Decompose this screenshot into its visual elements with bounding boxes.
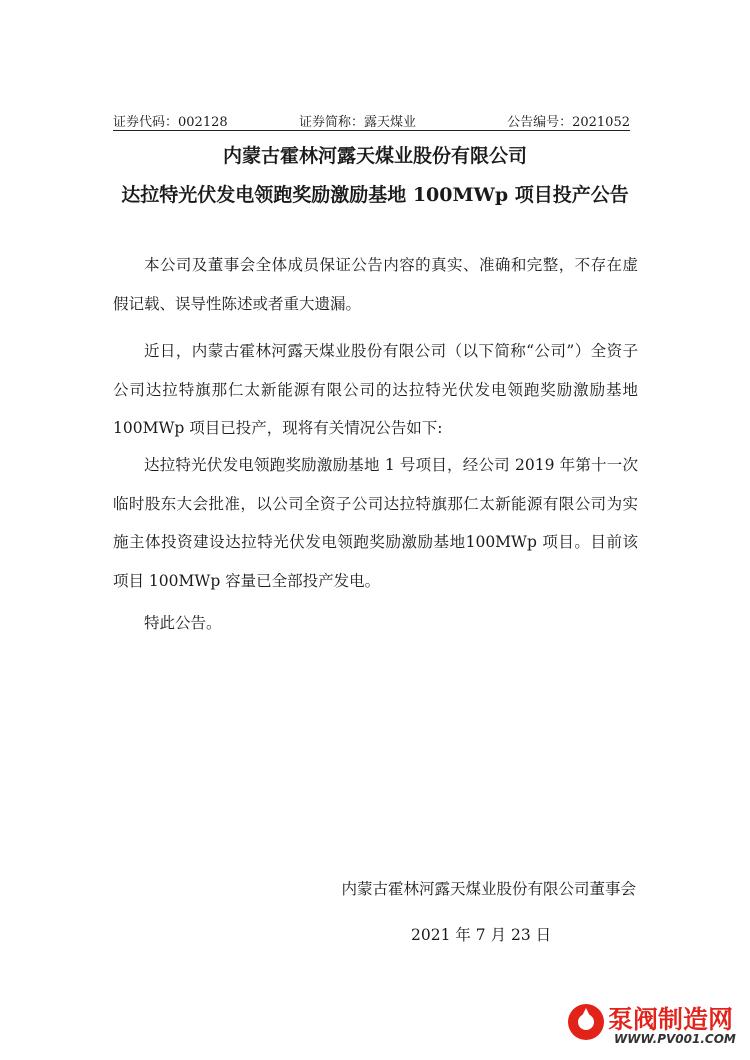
body-paragraph-4: 特此公告。 bbox=[144, 614, 222, 632]
watermark-name: 泵阀制造网 bbox=[608, 1005, 734, 1034]
stock-code: 证券代码：002128 bbox=[113, 115, 228, 130]
document-header bbox=[113, 108, 630, 131]
body-paragraph-3: 达拉特光伏发电领跑奖励激励基地 1 号项目，经公司 2019 年第十一次临时股东大会批准，以公司全资子公司达拉特旗那仁太新能源有限公司为实施主体投资建设达拉特光伏发电领跑奖励激励基地100MWp 项目。目前该项目 100MWp 容量已全部投产发电。 bbox=[113, 456, 638, 590]
announcement-title: 达拉特光伏发电领跑奖励激励基地 100MWp 项目投产公告 bbox=[121, 184, 629, 206]
signature-date: 2021 年 7 月 23 日 bbox=[411, 926, 552, 944]
body-paragraph-1: 本公司及董事会全体成员保证公告内容的真实、准确和完整，不存在虚假记载、误导性陈述或者重大遗漏。 bbox=[113, 256, 638, 313]
company-title: 内蒙古霍林河露天煤业股份有限公司 bbox=[222, 145, 527, 167]
stock-abbreviation: 证券简称：露天煤业 bbox=[299, 115, 417, 130]
signature-company: 内蒙古霍林河露天煤业股份有限公司董事会 bbox=[341, 880, 636, 898]
watermark bbox=[566, 998, 744, 1054]
watermark-url: WWW.PV001.COM bbox=[614, 1032, 736, 1046]
notice-number: 公告编号：2021052 bbox=[507, 115, 630, 130]
site-logo-icon bbox=[566, 1002, 606, 1042]
body-paragraph-2: 近日，内蒙古霍林河露天煤业股份有限公司（以下简称“公司”）全资子公司达拉特旗那仁太新能源有限公司的达拉特光伏发电领跑奖励激励基地 100MWp 项目已投产，现将有关情况公告如下: bbox=[113, 342, 638, 437]
